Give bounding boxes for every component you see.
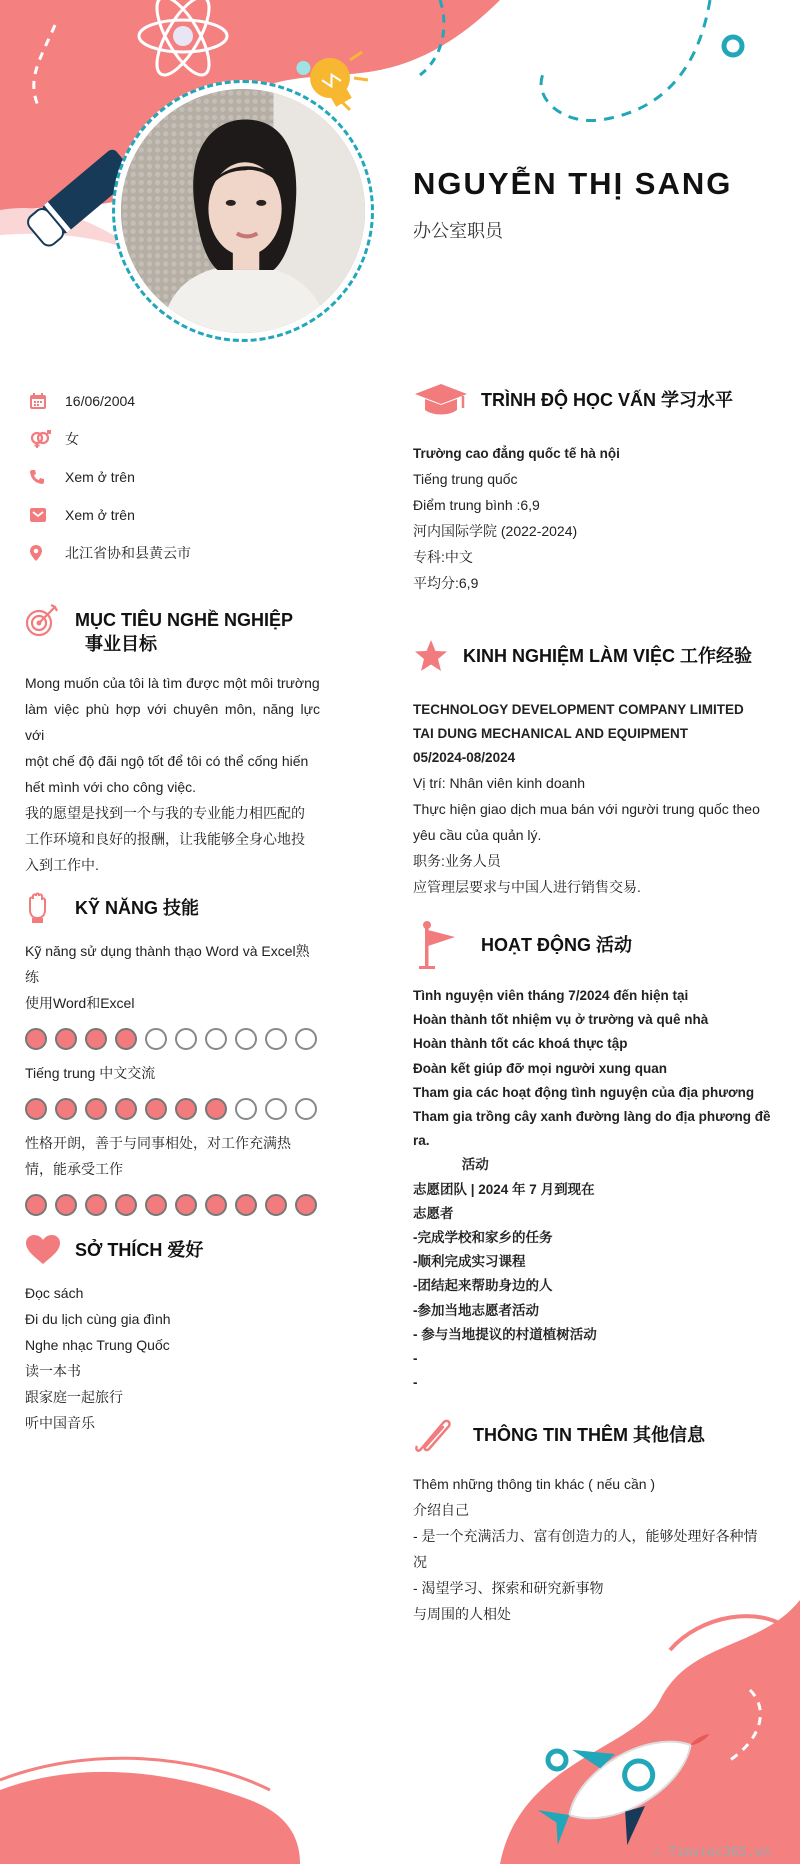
career-goal-line: 入到工作中. bbox=[25, 857, 99, 873]
paperclip-icon bbox=[413, 1415, 473, 1455]
experience-heading bbox=[413, 636, 778, 676]
experience-line: 职务:业务人员 bbox=[413, 853, 501, 869]
rating-dot-empty bbox=[295, 1028, 317, 1050]
education-heading bbox=[413, 380, 778, 420]
additional-heading bbox=[413, 1415, 778, 1455]
hobbies-list bbox=[25, 1280, 320, 1436]
career-goal-line: làm việc phù hợp với chuyên môn, năng lực với bbox=[25, 701, 320, 743]
birthdate: 16/06/2004 bbox=[65, 393, 136, 409]
gender-icon bbox=[25, 430, 65, 448]
rating-dot-empty bbox=[235, 1028, 257, 1050]
calendar-icon bbox=[25, 392, 65, 410]
rating-dot-empty bbox=[295, 1098, 317, 1120]
info-row-email bbox=[25, 496, 320, 534]
rating-dot-filled bbox=[115, 1098, 137, 1120]
additional-line: 况 bbox=[413, 1554, 427, 1571]
skills-list bbox=[25, 938, 320, 1216]
list-item: Đi du lịch cùng gia đình bbox=[25, 1311, 171, 1327]
rating-dot-empty bbox=[145, 1028, 167, 1050]
activity-line: - bbox=[413, 1351, 418, 1367]
education-line: 专科:中文 bbox=[413, 549, 473, 565]
career-goal-line: hết mình với cho công việc. bbox=[25, 779, 197, 795]
experience-content bbox=[413, 698, 778, 900]
activity-line: 活动 bbox=[413, 1157, 489, 1173]
left-column bbox=[25, 382, 320, 1436]
rating-dot-empty bbox=[265, 1098, 287, 1120]
info-row-gender bbox=[25, 420, 320, 458]
flag-icon bbox=[413, 920, 481, 970]
rating-dot-empty bbox=[175, 1028, 197, 1050]
rating-dot-filled bbox=[55, 1098, 77, 1120]
target-icon bbox=[25, 600, 75, 640]
job-title: 办公室职员 bbox=[413, 221, 503, 241]
gender: 女 bbox=[65, 431, 79, 447]
rating-dot-filled bbox=[25, 1098, 47, 1120]
raised-fist-icon bbox=[25, 888, 75, 928]
career-goal-line: một chế độ đãi ngộ tốt để tôi có thể cống hiến bbox=[25, 753, 309, 769]
rating-dot-filled bbox=[85, 1028, 107, 1050]
activity-line: Đoàn kết giúp đỡ mọi người xung quan bbox=[413, 1060, 667, 1076]
education-title: TRÌNH ĐỘ HỌC VẤN 学习水平 bbox=[481, 390, 733, 410]
activity-line: -完成学校和家乡的任务 bbox=[413, 1230, 553, 1246]
activity-line: - 参与当地提议的村道植树活动 bbox=[413, 1326, 597, 1342]
activity-line: -团结起来帮助身边的人 bbox=[413, 1278, 553, 1294]
hobbies-title: SỞ THÍCH 爱好 bbox=[75, 1240, 204, 1260]
skill-level-rating bbox=[25, 1194, 320, 1216]
career-goal-line: 工作环境和良好的报酬，让我能够全身心地投 bbox=[25, 831, 305, 847]
activities-list bbox=[413, 984, 778, 1395]
education-line: 平均分:6,9 bbox=[413, 575, 479, 591]
rating-dot-empty bbox=[265, 1028, 287, 1050]
heart-icon bbox=[25, 1230, 75, 1270]
activity-line: ra. bbox=[413, 1133, 430, 1149]
rating-dot-empty bbox=[235, 1098, 257, 1120]
personal-info bbox=[25, 382, 320, 572]
activity-line: -参加当地志愿者活动 bbox=[413, 1302, 539, 1318]
activity-line: 志愿团队 | 2024 年 7 月到现在 bbox=[413, 1181, 595, 1197]
activity-line: 志愿者 bbox=[413, 1205, 454, 1221]
rating-dot-filled bbox=[235, 1194, 257, 1216]
additional-line: - 是一个充满活力、富有创造力的人，能够处理好各种情 bbox=[413, 1528, 758, 1545]
school-name: Trường cao đẳng quốc tế hà nội bbox=[413, 446, 620, 461]
rating-dot-filled bbox=[175, 1194, 197, 1216]
career-goal-text bbox=[25, 670, 320, 878]
experience-title: KINH NGHIỆM LÀM VIỆC 工作经验 bbox=[463, 646, 753, 666]
skill-level-rating bbox=[25, 1028, 320, 1050]
education-line: 河内国际学院 (2022-2024) bbox=[413, 523, 578, 539]
education-content bbox=[413, 442, 778, 596]
activity-line: -顺利完成实习课程 bbox=[413, 1254, 526, 1270]
candidate-name: NGUYỄN THỊ SANG bbox=[413, 166, 733, 201]
activity-line: Hoàn thành tốt nhiệm vụ ở trường và quê nhà bbox=[413, 1012, 709, 1028]
rating-dot-filled bbox=[145, 1098, 167, 1120]
graduation-cap-icon bbox=[413, 380, 481, 420]
phone: Xem ở trên bbox=[65, 469, 135, 485]
company-line: TAI DUNG MECHANICAL AND EQUIPMENT bbox=[413, 726, 688, 741]
info-row-phone bbox=[25, 458, 320, 496]
additional-content bbox=[413, 1471, 778, 1627]
skill-name-line: 使用Word和Excel bbox=[25, 995, 135, 1011]
skill-name-line: 性格开朗，善于与同事相处，对工作充满热 bbox=[25, 1135, 291, 1151]
email: Xem ở trên bbox=[65, 507, 135, 523]
skill-name bbox=[25, 938, 320, 1016]
career-goal-title: MỤC TIÊU NGHỀ NGHIỆP bbox=[75, 610, 294, 630]
list-item: 听中国音乐 bbox=[25, 1415, 95, 1431]
activity-line: Hoàn thành tốt các khoá thực tập bbox=[413, 1036, 628, 1052]
rating-dot-filled bbox=[85, 1194, 107, 1216]
additional-line: Thêm những thông tin khác ( nếu cần ) bbox=[413, 1476, 656, 1493]
career-goal-heading bbox=[25, 600, 320, 656]
experience-line: 应管理层要求与中国人进行销售交易. bbox=[413, 879, 641, 895]
education-line: Tiếng trung quốc bbox=[413, 471, 518, 487]
rating-dot-filled bbox=[295, 1194, 317, 1216]
rating-dot-filled bbox=[115, 1028, 137, 1050]
skill-name-line: 情，能承受工作 bbox=[25, 1161, 123, 1177]
activity-line: Tham gia trồng cây xanh đường làng do địa phương đề bbox=[413, 1109, 771, 1125]
rating-dot-filled bbox=[265, 1194, 287, 1216]
rating-dot-filled bbox=[205, 1098, 227, 1120]
info-row-birthdate bbox=[25, 382, 320, 420]
work-period: 05/2024-08/2024 bbox=[413, 750, 516, 765]
hobbies-heading bbox=[25, 1230, 320, 1270]
skills-heading bbox=[25, 888, 320, 928]
rating-dot-filled bbox=[145, 1194, 167, 1216]
list-item: Đọc sách bbox=[25, 1285, 84, 1301]
activities-title: HOẠT ĐỘNG 活动 bbox=[481, 935, 632, 955]
rating-dot-empty bbox=[205, 1028, 227, 1050]
rating-dot-filled bbox=[85, 1098, 107, 1120]
list-item: Nghe nhạc Trung Quốc bbox=[25, 1337, 170, 1353]
rating-dot-filled bbox=[115, 1194, 137, 1216]
activity-line: - bbox=[413, 1375, 418, 1391]
activities-heading bbox=[413, 920, 778, 970]
skill-level-rating bbox=[25, 1098, 320, 1120]
additional-line: 与周围的人相处 bbox=[413, 1606, 511, 1623]
skill-name-line: Tiếng trung 中文交流 bbox=[25, 1065, 156, 1081]
additional-title: THÔNG TIN THÊM 其他信息 bbox=[473, 1425, 705, 1446]
activity-line: Tình nguyện viên tháng 7/2024 đến hiện tại bbox=[413, 988, 689, 1003]
education-line: Điểm trung bình :6,9 bbox=[413, 497, 540, 513]
activities-content bbox=[413, 984, 778, 1395]
skill-name bbox=[25, 1060, 320, 1086]
rating-dot-filled bbox=[25, 1194, 47, 1216]
address: 北江省协和县黄云市 bbox=[65, 545, 191, 561]
skill-name bbox=[25, 1130, 320, 1182]
rating-dot-filled bbox=[175, 1098, 197, 1120]
avatar bbox=[121, 89, 365, 333]
experience-line: Vị trí: Nhân viên kinh doanh bbox=[413, 775, 585, 791]
company-line: TECHNOLOGY DEVELOPMENT COMPANY LIMITED bbox=[413, 702, 744, 717]
additional-line: - 渴望学习、探索和研究新事物 bbox=[413, 1580, 604, 1597]
location-icon bbox=[25, 544, 65, 562]
rating-dot-filled bbox=[55, 1194, 77, 1216]
right-column bbox=[413, 380, 778, 1627]
career-goal-line: 我的愿望是找到一个与我的专业能力相匹配的 bbox=[25, 805, 305, 821]
activity-line: Tham gia các hoạt động tình nguyện của địa phương bbox=[413, 1084, 755, 1100]
experience-line: yêu cầu của quản lý. bbox=[413, 827, 542, 843]
email-icon bbox=[25, 507, 65, 523]
rating-dot-filled bbox=[25, 1028, 47, 1050]
star-icon bbox=[413, 636, 463, 676]
experience-line: Thực hiện giao dịch mua bán với người trung quốc theo bbox=[413, 801, 760, 817]
skills-title: KỸ NĂNG 技能 bbox=[75, 898, 200, 918]
additional-line: 介绍自己 bbox=[413, 1502, 469, 1519]
list-item: 读一本书 bbox=[25, 1363, 81, 1379]
skill-name-line: Kỹ năng sử dụng thành thạo Word và Excel熟练 bbox=[25, 943, 310, 985]
career-goal-subtitle: 事业目标 bbox=[85, 634, 157, 654]
info-row-address bbox=[25, 534, 320, 572]
career-goal-line: Mong muốn của tôi là tìm được một môi trường bbox=[25, 675, 320, 691]
rating-dot-filled bbox=[205, 1194, 227, 1216]
watermark: ∴ Timviec365.vn bbox=[652, 1845, 770, 1860]
phone-icon bbox=[25, 469, 65, 485]
rating-dot-filled bbox=[55, 1028, 77, 1050]
list-item: 跟家庭一起旅行 bbox=[25, 1389, 123, 1405]
profile-photo-frame bbox=[112, 80, 374, 342]
